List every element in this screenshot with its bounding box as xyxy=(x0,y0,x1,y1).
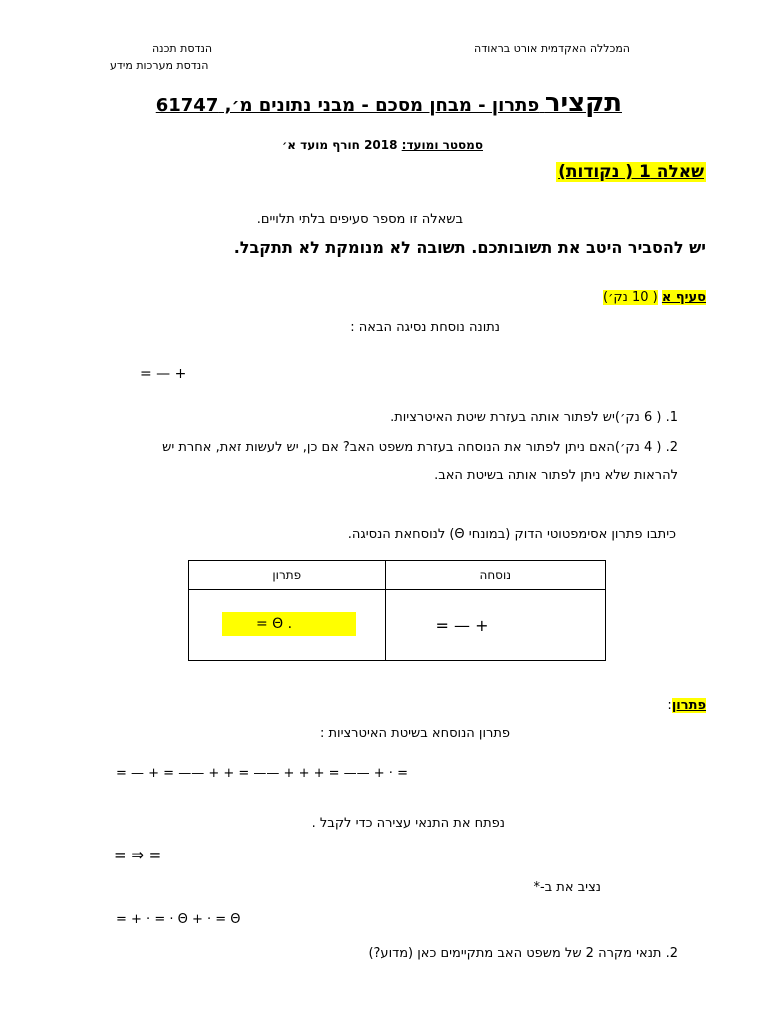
item-2 xyxy=(162,440,678,455)
final-derivation: = + · = · Θ + · = Θ xyxy=(116,912,241,927)
recurrence-formula: = — + xyxy=(140,366,187,382)
department-info-systems: הנדסת מערכות מידע xyxy=(110,59,209,72)
section-a-heading xyxy=(603,290,706,305)
case-2-note: 2. תנאי מקרה 2 של משפט האב מתקיימים כאן (מדוע?) xyxy=(368,946,678,961)
question-intro: בשאלה זו מספר סעיפים בלתי תלויים. xyxy=(256,212,463,227)
answer-table xyxy=(188,560,606,661)
implication-line: = ⇒ = xyxy=(114,846,162,864)
substitute-line: נציב את ב-* xyxy=(533,880,601,895)
table-cell-solution xyxy=(189,590,386,661)
question-heading: שאלה 1 ( נקודות) xyxy=(558,162,704,182)
section-a-given: נתונה נוסחת נסיגה הבאה : xyxy=(350,320,500,335)
section-a-label: סעיף א xyxy=(661,290,706,305)
table-formula: = — + xyxy=(435,616,489,635)
title-rest: פתרון - מבחן מסכם - מבני נתונים מ׳, 61747 xyxy=(155,95,540,116)
page-title xyxy=(156,88,622,118)
table-cell-formula xyxy=(385,590,605,661)
asymptotic-prompt: כיתבו פתרון אסימפטוטי הדוק (במונחי Θ) לנוסחאת הנסיגה. xyxy=(347,527,676,542)
semester-label: סמסטר ומועד: xyxy=(401,138,483,152)
item-1-number: 1. xyxy=(665,410,678,425)
solution-answer: = Θ . xyxy=(222,612,356,636)
solution-heading xyxy=(667,698,706,713)
department-software: הנדסת תכנה xyxy=(152,42,213,55)
item-1 xyxy=(390,410,678,425)
item-2-continued: להראות שלא ניתן לפתור אותה בשיטת האב. xyxy=(434,468,678,483)
item-2-points: ( 4 נק׳) xyxy=(614,440,662,455)
semester-value: 2018 חורף מועד א׳ xyxy=(281,138,398,152)
section-a-points: ( 10 נק׳) xyxy=(602,290,658,305)
stop-condition: נפתח את התנאי עצירה כדי לקבל . xyxy=(311,816,505,831)
title-prefix: תקציר xyxy=(544,88,622,118)
item-2-number: 2. xyxy=(665,440,678,455)
table-header-formula: נוסחה xyxy=(385,561,605,590)
table-header-solution: פתרון xyxy=(189,561,386,590)
question-warning: יש להסביר היטב את תשובותכם. תשובה לא מנומקת לא תתקבל. xyxy=(233,238,706,257)
solution-colon: : xyxy=(667,698,672,713)
semester-line xyxy=(282,138,483,152)
iteration-intro: פתרון הנוסחא בשיטת האיטרציות : xyxy=(319,726,510,741)
solution-label: פתרון xyxy=(671,698,706,713)
item-2-text: האם ניתן לפתור את הנוסחה בעזרת משפט האב? אם כן, יש לעשות זאת, אחרת יש xyxy=(162,440,615,455)
item-1-text: יש לפתור אותה בעזרת שיטת האיטרציות. xyxy=(390,410,615,425)
college-name: המכללה האקדמית אורט בראודה xyxy=(474,42,630,55)
iteration-expansion: = — + = —— + + = —— + + + = —— + · = xyxy=(116,766,408,781)
item-1-points: ( 6 נק׳) xyxy=(614,410,662,425)
